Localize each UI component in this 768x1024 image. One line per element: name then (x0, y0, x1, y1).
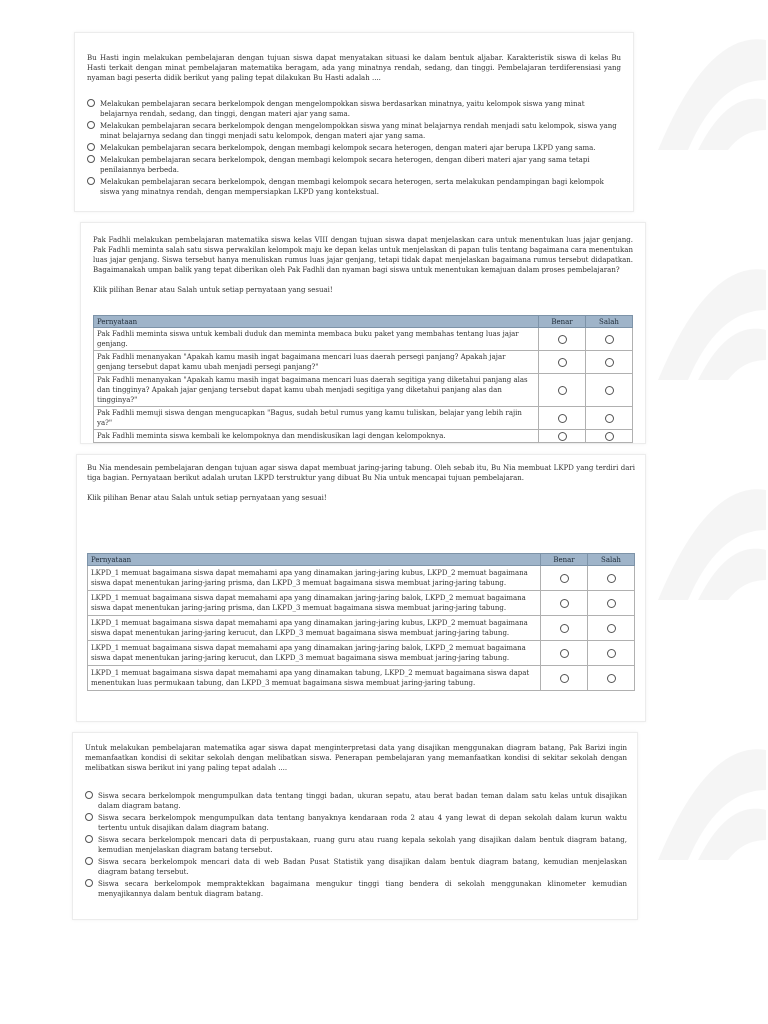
table-row (88, 641, 635, 666)
option-list (85, 791, 627, 899)
table-row (94, 407, 633, 430)
question-card-2 (80, 222, 646, 444)
option-b[interactable] (87, 121, 621, 141)
radio-false[interactable] (605, 414, 614, 423)
radio-true[interactable] (560, 624, 569, 633)
radio-true[interactable] (560, 674, 569, 683)
question-card-1 (74, 32, 634, 212)
radio-button[interactable] (85, 813, 93, 821)
statement-cell: Pak Fadhli memuji siswa dengan mengucapkan "Bagus, sudah betul rumus yang kamu tuliskan, belajar yang lebih rajin ya?" (94, 407, 539, 430)
statement-cell: LKPD_1 memuat bagaimana siswa dapat memahami apa yang dinamakan tabung, LKPD_2 memuat bagaimana siswa dapat menentukan luas permukaan tabung, dan LKPD_3 memuat bagaimana siswa membuat jaring-jaring tabung. (88, 666, 541, 691)
radio-button[interactable] (85, 791, 93, 799)
statement-cell: LKPD_1 memuat bagaimana siswa dapat memahami apa yang dinamakan jaring-jaring balok, LKPD_2 memuat bagaimana siswa dapat menentukan jaring-jaring prisma, dan LKPD_3 memuat bagaimana siswa membuat jaring-jaring tabung. (88, 591, 541, 616)
radio-button[interactable] (87, 121, 95, 129)
radio-true[interactable] (560, 599, 569, 608)
radio-false[interactable] (605, 358, 614, 367)
radio-false[interactable] (607, 599, 616, 608)
statement-cell: Pak Fadhli meminta siswa untuk kembali duduk dan meminta membaca buku paket yang membahas tentang luas jajar genjang. (94, 328, 539, 351)
option-text: Melakukan pembelajaran secara berkelompok dengan mengelompokkan siswa berdasarkan minatnya, yaitu kelompok siswa yang minat belajarnya rendah, sedang, dan tinggi, dengan materi ajar yang sama. (100, 100, 585, 118)
radio-true[interactable] (558, 386, 567, 395)
radio-button[interactable] (87, 99, 95, 107)
radio-true[interactable] (558, 358, 567, 367)
option-text: Siswa secara berkelompok mencari data di web Badan Pusat Statistik yang disajikan dalam bentuk diagram batang, kemudian menjelaskan diagram batang tersebut. (98, 858, 627, 876)
option-text: Melakukan pembelajaran secara berkelompok, dengan membagi kelompok secara heterogen, serta melakukan pendampingan bagi kelompok siswa yang minatnya rendah, dengan mempersiapkan LKPD yang kontekstual. (100, 178, 604, 196)
radio-true[interactable] (558, 414, 567, 423)
question-text: Bu Nia mendesain pembelajaran dengan tujuan agar siswa dapat membuat jaring-jaring tabung. Oleh sebab itu, Bu Nia membuat LKPD yang terdiri dari tiga bagian. Pernyataan berikut adalah urutan LKPD terstruktur yang dibuat Bu Nia untuk mencapai tujuan pembelajaran. (87, 464, 635, 482)
watermark-decoration (648, 250, 768, 390)
watermark-decoration (648, 20, 768, 160)
table-row (88, 591, 635, 616)
question-text: Untuk melakukan pembelajaran matematika agar siswa dapat menginterpretasi data yang disajikan menggunakan diagram batang, Pak Barizi ingin memanfaatkan kondisi di sekitar sekolah dengan melibatkan siswa. Penerapan pembelajaran yang memanfaatkan kondisi di sekitar sekolah dengan melibatkan siswa berikut ini yang paling tepat adalah .... (85, 744, 627, 772)
instruction-text: Klik pilihan Benar atau Salah untuk setiap pernyataan yang sesuai! (87, 494, 327, 502)
statement-cell: LKPD_1 memuat bagaimana siswa dapat memahami apa yang dinamakan jaring-jaring kubus, LKPD_2 memuat bagaimana siswa dapat menentukan jaring-jaring kerucut, dan LKPD_3 memuat bagaimana siswa membuat jaring-jaring tabung. (88, 616, 541, 641)
radio-button[interactable] (87, 143, 95, 151)
option-c[interactable] (85, 835, 627, 855)
true-false-table (87, 553, 635, 691)
option-c[interactable] (87, 143, 621, 153)
radio-false[interactable] (607, 674, 616, 683)
option-e[interactable] (85, 879, 627, 899)
instruction-text: Klik pilihan Benar atau Salah untuk setiap pernyataan yang sesuai! (93, 286, 333, 294)
table-row (88, 616, 635, 641)
option-text: Siswa secara berkelompok mempraktekkan bagaimana mengukur tinggi tiang bendera di sekolah menggunakan klinometer kemudian menyajikannya dalam bentuk diagram batang. (98, 880, 627, 898)
table-row (94, 351, 633, 374)
option-d[interactable] (85, 857, 627, 877)
table-row (88, 666, 635, 691)
radio-false[interactable] (607, 574, 616, 583)
radio-true[interactable] (558, 432, 567, 441)
header-true: Benar (541, 554, 588, 566)
option-e[interactable] (87, 177, 621, 197)
header-statement: Pernyataan (94, 316, 539, 328)
radio-false[interactable] (605, 432, 614, 441)
radio-true[interactable] (558, 335, 567, 344)
radio-button[interactable] (87, 155, 95, 163)
table-header-row (88, 554, 635, 566)
option-text: Melakukan pembelajaran secara berkelompok, dengan membagi kelompok secara heterogen, dengan diberi materi ajar yang sama tetapi penilaiannya berbeda. (100, 156, 590, 174)
header-statement: Pernyataan (88, 554, 541, 566)
option-text: Melakukan pembelajaran secara berkelompok dengan mengelompokkan siswa yang minat belajarnya rendah menjadi satu kelompok, siswa yang minat belajarnya sedang dan tinggi menjadi satu kelompok, dengan materi ajar yang sama. (100, 122, 617, 140)
true-false-table (93, 315, 633, 443)
table-row (94, 430, 633, 443)
statement-cell: LKPD_1 memuat bagaimana siswa dapat memahami apa yang dinamakan jaring-jaring kubus, LKPD_2 memuat bagaimana siswa dapat menentukan jaring-jaring prisma, dan LKPD_3 memuat bagaimana siswa membuat jaring-jaring tabung. (88, 566, 541, 591)
option-a[interactable] (85, 791, 627, 811)
radio-button[interactable] (85, 879, 93, 887)
statement-cell: LKPD_1 memuat bagaimana siswa dapat memahami apa yang dinamakan jaring-jaring balok, LKPD_2 memuat bagaimana siswa dapat menentukan jaring-jaring kerucut, dan LKPD_3 memuat bagaimana siswa membuat jaring-jaring tabung. (88, 641, 541, 666)
option-b[interactable] (85, 813, 627, 833)
radio-true[interactable] (560, 649, 569, 658)
radio-false[interactable] (607, 649, 616, 658)
header-false: Salah (588, 554, 635, 566)
option-a[interactable] (87, 99, 621, 119)
question-card-3 (76, 454, 646, 722)
watermark-decoration (648, 470, 768, 610)
question-text: Pak Fadhli melakukan pembelajaran matematika siswa kelas VIII dengan tujuan siswa dapat menjelaskan cara untuk menentukan luas jajar genjang. Pak Fadhli meminta salah satu siswa perwakilan kelompok maju ke depan kelas untuk menjelaskan di papan tulis tentang bagaimana cara menentukan luas jajar genjang. Siswa tersebut hanya menuliskan rumus luas jajar genjang, tetapi tidak dapat menjelaskan bagaimana rumus tersebut didapatkan. Bagaimanakah umpan balik yang tepat diberikan oleh Pak Fadhli dan nyaman bagi siswa untuk menentukan kemajuan dalam proses pembelajaran? (93, 236, 633, 274)
option-list (87, 99, 621, 197)
statement-cell: Pak Fadhli menanyakan "Apakah kamu masih ingat bagaimana mencari luas daerah persegi panjang? Apakah jajar genjang tersebut dapat kamu ubah menjadi persegi panjang?" (94, 351, 539, 374)
radio-button[interactable] (87, 177, 95, 185)
radio-false[interactable] (607, 624, 616, 633)
header-true: Benar (539, 316, 586, 328)
table-row (94, 328, 633, 351)
statement-cell: Pak Fadhli menanyakan "Apakah kamu masih ingat bagaimana mencari luas daerah segitiga yang diketahui panjang alas dan tingginya? Apakah jajar genjang tersebut dapat kamu ubah menjadi segitiga yang diketahui panjang alas dan tingginya?" (94, 374, 539, 407)
watermark-decoration (648, 730, 768, 870)
option-text: Siswa secara berkelompok mencari data di perpustakaan, ruang guru atau ruang kepala sekolah yang disajikan dalam bentuk diagram batang, kemudian menjelaskan diagram batang tersebut. (98, 836, 627, 854)
question-card-4 (72, 732, 638, 920)
option-text: Siswa secara berkelompok mengumpulkan data tentang tinggi badan, ukuran sepatu, atau berat badan teman dalam satu kelas untuk disajikan dalam diagram batang. (98, 792, 627, 810)
option-text: Melakukan pembelajaran secara berkelompok, dengan membagi kelompok secara heterogen, dengan materi ajar berupa LKPD yang sama. (100, 144, 596, 152)
table-row (88, 566, 635, 591)
question-text: Bu Hasti ingin melakukan pembelajaran dengan tujuan siswa dapat menyatakan situasi ke dalam bentuk aljabar. Karakteristik siswa di kelas Bu Hasti terkait dengan minat pembelajaran matematika beragam, ada yang minatnya rendah, sedang, dan tinggi. Pembelajaran terdiferensiasi yang nyaman bagi peserta didik berikut yang paling tepat dilakukan Bu Hasti adalah .... (87, 54, 621, 82)
statement-cell: Pak Fadhli meminta siswa kembali ke kelompoknya dan mendiskusikan lagi dengan kelompoknya. (94, 430, 539, 443)
option-d[interactable] (87, 155, 621, 175)
table-header-row (94, 316, 633, 328)
radio-button[interactable] (85, 835, 93, 843)
radio-button[interactable] (85, 857, 93, 865)
radio-false[interactable] (605, 386, 614, 395)
radio-true[interactable] (560, 574, 569, 583)
option-text: Siswa secara berkelompok mengumpulkan data tentang banyaknya kendaraan roda 2 atau 4 yang lewat di depan sekolah dalam kurun waktu tertentu untuk disajikan dalam diagram batang. (98, 814, 627, 832)
table-row (94, 374, 633, 407)
header-false: Salah (586, 316, 633, 328)
radio-false[interactable] (605, 335, 614, 344)
